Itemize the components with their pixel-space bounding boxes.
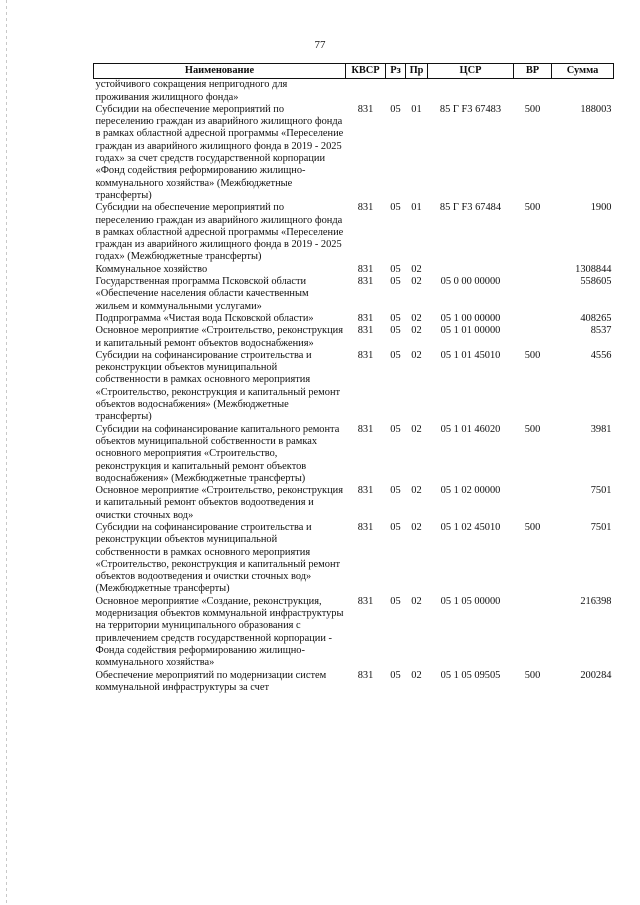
row-kvsr: 831: [357, 276, 374, 288]
row-sum: [552, 79, 614, 104]
row-kvsr: 831: [357, 423, 374, 435]
row-csr: 05 0 00 00000: [440, 276, 501, 288]
row-rz: [386, 79, 406, 104]
table-row: [94, 522, 614, 596]
row-vr: [514, 596, 552, 670]
row-sum: 188003: [580, 103, 612, 115]
table-row: [94, 596, 614, 670]
row-sum: 4556: [590, 349, 612, 361]
row-sum: 558605: [580, 276, 612, 288]
row-csr: 05 1 01 46020: [440, 423, 501, 435]
table-header-row: [94, 64, 614, 79]
row-sum: 8537: [590, 325, 612, 337]
row-csr: 05 1 05 09505: [440, 669, 501, 681]
row-pr: 01: [411, 103, 422, 115]
row-csr: 05 1 02 45010: [440, 521, 501, 533]
table-row: [94, 313, 614, 325]
scan-edge-line: [6, 0, 7, 905]
row-kvsr: 831: [357, 103, 374, 115]
row-csr: 05 1 01 00000: [440, 325, 501, 337]
row-rz: 05: [390, 595, 401, 607]
row-pr: 02: [411, 276, 422, 288]
row-rz: 05: [390, 423, 401, 435]
header-pr: Пр: [406, 64, 428, 79]
row-csr: 05 1 05 00000: [440, 595, 501, 607]
row-name: Субсидии на софинансирование капитального ремонта объектов муниципальной собственности в рамках основного мероприятия «Строительство, реконструкция и капитальный ремонт объектов водоснабжения» (Межбюджетные трансферты): [95, 423, 340, 484]
table-row: [94, 670, 614, 695]
row-vr: 500: [524, 103, 541, 115]
header-csr: ЦСР: [428, 64, 514, 79]
row-vr: 500: [524, 202, 541, 214]
row-kvsr: 831: [357, 595, 374, 607]
table-row: [94, 350, 614, 424]
row-name: Основное мероприятие «Строительство, реконструкция и капитальный ремонт объектов водоснабжения»: [95, 325, 343, 349]
row-rz: 05: [390, 669, 401, 681]
row-kvsr: 831: [357, 202, 374, 214]
row-vr: [514, 485, 552, 522]
row-pr: 02: [411, 312, 422, 324]
row-kvsr: 831: [357, 312, 374, 324]
row-vr: 500: [524, 669, 541, 681]
row-sum: 408265: [580, 312, 612, 324]
row-pr: 02: [411, 349, 422, 361]
row-name: Коммунальное хозяйство: [95, 263, 208, 275]
row-vr: [514, 276, 552, 313]
row-sum: 3981: [590, 423, 612, 435]
row-kvsr: 831: [357, 669, 374, 681]
row-csr: 05 1 00 00000: [440, 312, 501, 324]
row-kvsr: 831: [357, 485, 374, 497]
row-kvsr: 831: [357, 521, 374, 533]
table-row: [94, 485, 614, 522]
row-pr: 02: [411, 485, 422, 497]
row-vr: 500: [524, 521, 541, 533]
row-pr: 02: [411, 423, 422, 435]
header-kvsr: КВСР: [346, 64, 386, 79]
row-rz: 05: [390, 521, 401, 533]
row-sum: 1900: [590, 202, 612, 214]
header-vr: ВР: [514, 64, 552, 79]
row-pr: 02: [411, 325, 422, 337]
row-sum: 200284: [580, 669, 612, 681]
row-vr: [514, 79, 552, 104]
row-kvsr: [346, 79, 386, 104]
table-row: [94, 264, 614, 276]
row-pr: [406, 79, 428, 104]
row-kvsr: 831: [357, 263, 374, 275]
row-rz: 05: [390, 312, 401, 324]
row-sum: 1308844: [575, 263, 612, 275]
table-row: [94, 325, 614, 350]
row-csr: 85 Г F3 67484: [439, 202, 502, 214]
row-sum: 7501: [590, 521, 612, 533]
row-name: Основное мероприятие «Создание, реконструкция, модернизация объектов коммунальной инфраструктуры на территории муниципального образования с привлечением средств государственной корпорации - Фонда содействия реформированию жилищно-коммунального хозяйства»: [95, 595, 344, 669]
row-name: Подпрограмма «Чистая вода Псковской области»: [95, 312, 314, 324]
row-vr: [514, 264, 552, 276]
row-pr: 02: [411, 521, 422, 533]
row-name: Обеспечение мероприятий по модернизации систем коммунальной инфраструктуры за счет: [95, 669, 327, 693]
row-csr: [428, 79, 514, 104]
row-rz: 05: [390, 202, 401, 214]
row-name: Субсидии на обеспечение мероприятий по переселению граждан из аварийного жилищного фонда в рамках областной адресной программы «Переселение граждан из аварийного жилищного фонда в 2019 - 2025 годах» за счет средств государственной корпорации «Фонд содействия реформированию жилищно-коммунального хозяйства» (Межбюджетные трансферты): [95, 103, 344, 201]
table-row: [94, 79, 614, 104]
row-rz: 05: [390, 263, 401, 275]
row-pr: 01: [411, 202, 422, 214]
row-name: Основное мероприятие «Строительство, реконструкция и капитальный ремонт объектов водоотведения и очистки сточных вод»: [95, 485, 343, 521]
page-number: 77: [314, 39, 326, 51]
row-name: Государственная программа Псковской области «Обеспечение населения области качественным жильем и коммунальными услугами»: [95, 276, 309, 312]
row-rz: 05: [390, 349, 401, 361]
row-csr: 05 1 02 00000: [440, 485, 501, 497]
table-row: [94, 276, 614, 313]
row-kvsr: 831: [357, 325, 374, 337]
row-pr: 02: [411, 595, 422, 607]
row-csr: 05 1 01 45010: [440, 349, 501, 361]
row-sum: 216398: [580, 595, 612, 607]
row-pr: 02: [411, 669, 422, 681]
row-vr: 500: [524, 349, 541, 361]
row-kvsr: 831: [357, 349, 374, 361]
row-csr: 85 Г F3 67483: [439, 103, 502, 115]
table-row: [94, 104, 614, 202]
header-sum: Сумма: [552, 64, 614, 79]
row-name: Субсидии на софинансирование строительства и реконструкции объектов муниципальной собственности в рамках основного мероприятия «Строительство, реконструкция и капитальный ремонт объектов водоснабжения» (Межбюджетные трансферты): [95, 349, 341, 423]
table-row: [94, 202, 614, 263]
table-row: [94, 424, 614, 485]
budget-table: [93, 63, 614, 694]
row-vr: [514, 325, 552, 350]
header-rz: Рз: [386, 64, 406, 79]
row-rz: 05: [390, 485, 401, 497]
row-vr: [514, 313, 552, 325]
row-pr: 02: [411, 263, 422, 275]
header-name: Наименование: [94, 64, 346, 79]
row-csr: [428, 264, 514, 276]
row-sum: 7501: [590, 485, 612, 497]
row-vr: 500: [524, 423, 541, 435]
row-name: устойчивого сокращения непригодного для проживания жилищного фонда»: [95, 79, 288, 103]
row-rz: 05: [390, 276, 401, 288]
row-rz: 05: [390, 103, 401, 115]
row-name: Субсидии на обеспечение мероприятий по переселению граждан из аварийного жилищного фонда в рамках областной адресной программы «Переселение граждан из аварийного жилищного фонда в 2019 - 2025 годах» (Межбюджетные трансферты): [95, 202, 344, 263]
row-name: Субсидии на софинансирование строительства и реконструкции объектов муниципальной собственности в рамках основного мероприятия «Строительство, реконструкция и капитальный ремонт объектов водоотведения и очистки сточных вод» (Межбюджетные трансферты): [95, 521, 341, 595]
row-rz: 05: [390, 325, 401, 337]
